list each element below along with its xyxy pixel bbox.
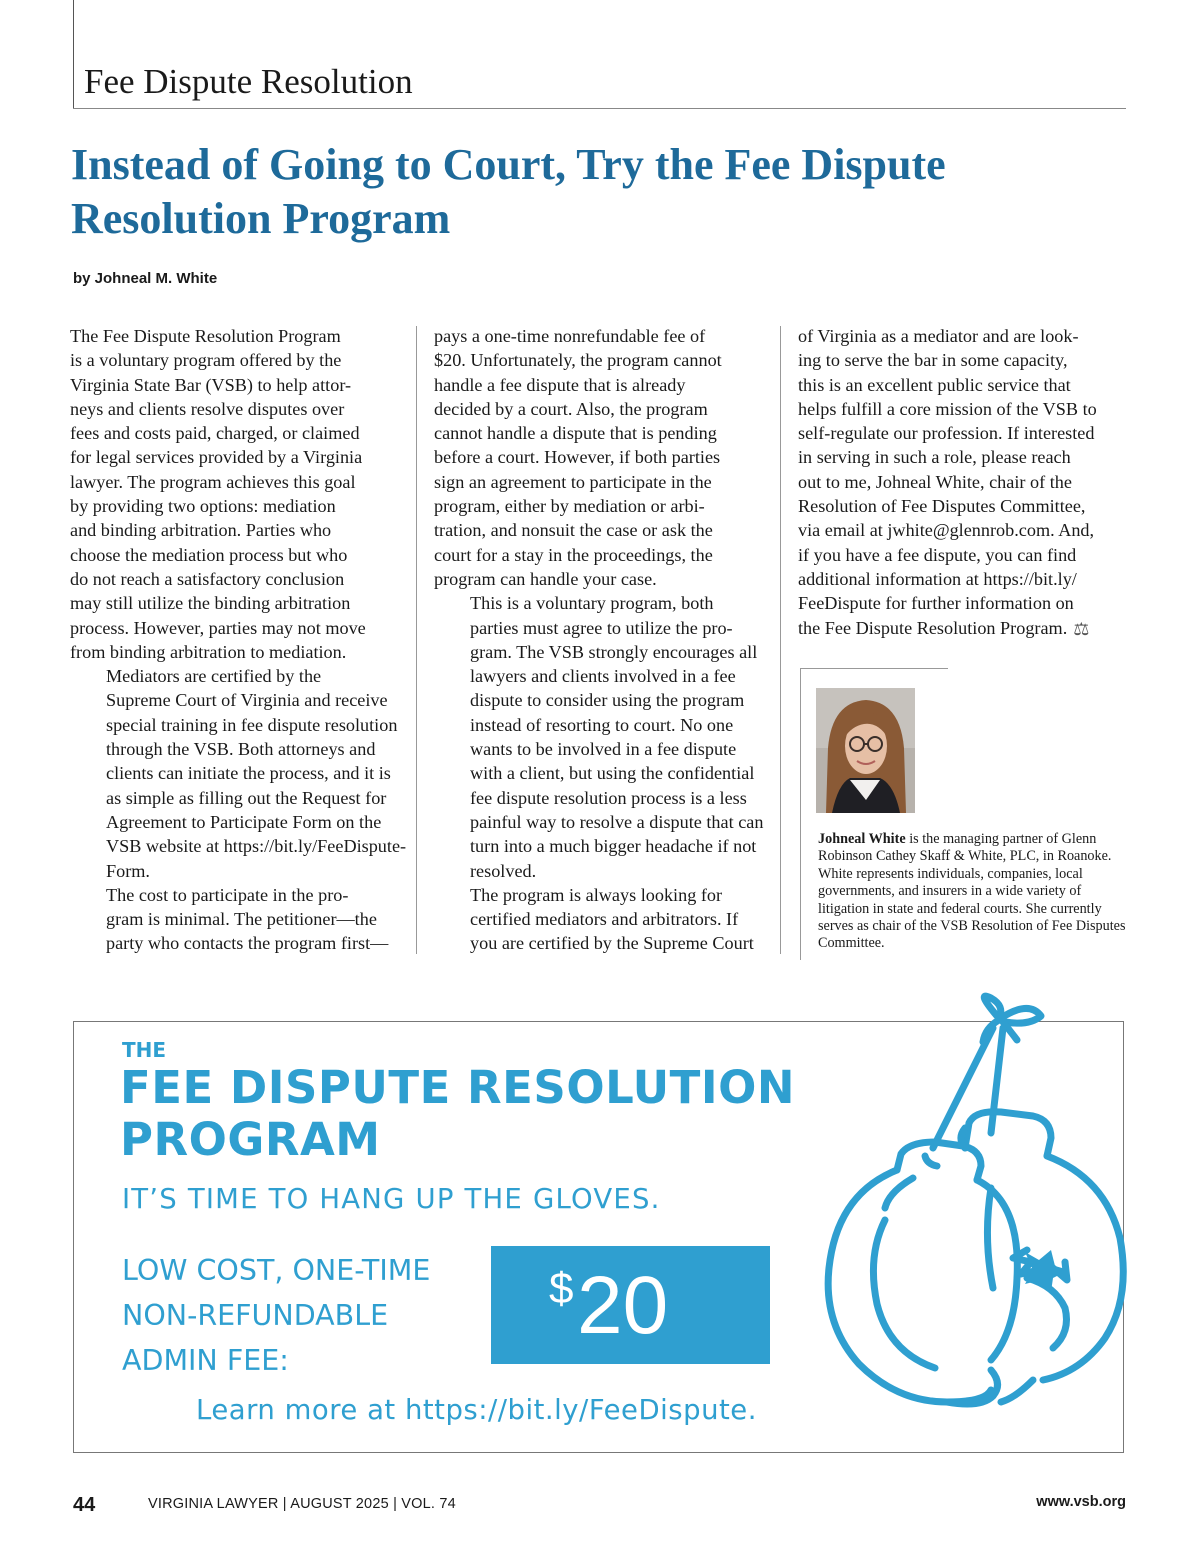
article-headline xyxy=(71,138,1071,246)
text-line: $20. Unfortunately, the program cannot xyxy=(434,350,722,371)
text-line: gram is minimal. The petitioner—the xyxy=(106,909,377,930)
text-line: FeeDispute for further information on xyxy=(798,593,1074,614)
text-line: sign an agreement to participate in the xyxy=(434,471,712,492)
text-line: fees and costs paid, charged, or claimed xyxy=(70,423,360,444)
text-line: in serving in such a role, please reach xyxy=(798,447,1071,468)
bio-rule-horizontal xyxy=(800,668,948,669)
text-line: handle a fee dispute that is already xyxy=(434,374,686,395)
text-line: out to me, Johneal White, chair of the xyxy=(798,471,1072,492)
paragraph xyxy=(70,324,400,664)
text-line: do not reach a satisfactory conclusion xyxy=(70,568,345,589)
text-line: Agreement to Participate Form on the xyxy=(106,811,382,832)
column-divider xyxy=(416,326,417,954)
text-line: helps fulfill a core mission of the VSB to xyxy=(798,398,1097,419)
price-amount: 20 xyxy=(577,1260,669,1351)
paragraph xyxy=(798,324,1128,641)
text-line: from binding arbitration to mediation. xyxy=(70,641,347,662)
text-line: parties must agree to utilize the pro- xyxy=(470,617,733,638)
ad-the: THE xyxy=(122,1038,167,1062)
text-line: This is a voluntary program, both xyxy=(470,593,714,614)
ad-title-line: FEE DISPUTE RESOLUTION xyxy=(120,1061,796,1114)
page-number: 44 xyxy=(73,1494,96,1516)
ad-fee-text xyxy=(122,1248,492,1383)
text-line: for legal services provided by a Virginia xyxy=(70,447,363,468)
text-line: pays a one-time nonrefundable fee of xyxy=(434,326,706,346)
text-line: choose the mediation process but who xyxy=(70,544,348,565)
text-line: clients can initiate the process, and it is xyxy=(106,763,391,784)
boxing-gloves-icon xyxy=(815,988,1145,1428)
text-line: certified mediators and arbitrators. If xyxy=(470,909,739,930)
text-line: lawyers and clients involved in a fee xyxy=(470,666,736,687)
text-line: court for a stay in the proceedings, the xyxy=(434,544,713,565)
text-line: lawyer. The program achieves this goal xyxy=(70,471,356,492)
text-line: this is an excellent public service that xyxy=(798,374,1071,395)
text-line: before a court. However, if both parties xyxy=(434,447,721,468)
ad-title-line: PROGRAM xyxy=(120,1113,381,1166)
headline-line: Instead of Going to Court, Try the Fee Dispute xyxy=(71,140,946,189)
text-line: Resolution of Fee Disputes Committee, xyxy=(798,496,1086,517)
column-divider xyxy=(780,326,781,954)
headline-line: Resolution Program xyxy=(71,194,451,243)
text-line: if you have a fee dispute, you can find xyxy=(798,544,1077,565)
author-bio-text: is the managing partner of Glenn Robinson Cathey Skaff & White, PLC, in Roanoke. White represents individuals, companies, local governments, and insurers in a wide variety of litigation in state and federal courts. She currently serves as chair of the VSB Resolution of Fee Disputes Committee. xyxy=(818,831,1126,952)
text-line: decided by a court. Also, the program xyxy=(434,398,708,419)
text-line: via email at jwhite@glennrob.com. And, xyxy=(798,520,1095,541)
text-line: The program is always looking for xyxy=(470,884,723,905)
bio-rule-vertical xyxy=(800,668,801,960)
text-line: ADMIN FEE: xyxy=(122,1344,289,1377)
author-bio xyxy=(818,831,1128,953)
text-line: program can handle your case. xyxy=(434,568,657,589)
text-line: tration, and nonsuit the case or ask the xyxy=(434,520,713,541)
text-line: Mediators are certified by the xyxy=(106,666,322,687)
text-line: party who contacts the program first— xyxy=(106,933,389,954)
text-line: Supreme Court of Virginia and receive xyxy=(106,690,388,711)
text-line: additional information at https://bit.ly/ xyxy=(798,568,1077,589)
text-line: and binding arbitration. Parties who xyxy=(70,520,332,541)
paragraph xyxy=(434,883,764,956)
text-line: you are certified by the Supreme Court xyxy=(470,933,754,954)
text-line: ing to serve the bar in some capacity, xyxy=(798,350,1068,371)
author-photo xyxy=(816,688,915,813)
text-line: cannot handle a dispute that is pending xyxy=(434,423,717,444)
scales-of-justice-icon: ⚖ xyxy=(1073,618,1090,639)
price-currency: $ xyxy=(549,1264,574,1313)
text-line: Virginia State Bar (VSB) to help attor- xyxy=(70,374,352,395)
paragraph xyxy=(434,324,764,591)
section-rule-vertical xyxy=(73,0,74,108)
article-column-1 xyxy=(70,324,407,956)
text-line: resolved. xyxy=(470,860,537,881)
text-line: The Fee Dispute Resolution Program xyxy=(70,326,341,346)
text-line: self-regulate our profession. If interested xyxy=(798,423,1095,444)
text-line: the Fee Dispute Resolution Program. ⚖ xyxy=(798,616,1128,641)
text-line: as simple as filling out the Request for xyxy=(106,787,387,808)
text-line: VSB website at https://bit.ly/FeeDispute- xyxy=(106,836,407,857)
ad-tagline: IT’S TIME TO HANG UP THE GLOVES. xyxy=(122,1183,661,1215)
text-line: through the VSB. Both attorneys and xyxy=(106,739,376,760)
section-label: Fee Dispute Resolution xyxy=(84,62,413,101)
site-link[interactable]: www.vsb.org xyxy=(1036,1494,1126,1510)
byline: by Johneal M. White xyxy=(73,270,218,287)
text-line: with a client, but using the confidential xyxy=(470,763,755,784)
paragraph xyxy=(70,664,407,883)
ad-title xyxy=(120,1062,840,1166)
text-line: LOW COST, ONE-TIME xyxy=(122,1254,431,1287)
text-line: The cost to participate in the pro- xyxy=(106,884,349,905)
author-bio-name: Johneal White xyxy=(818,831,906,847)
text-line: Form. xyxy=(106,860,150,881)
text-line: fee dispute resolution process is a less xyxy=(470,787,747,808)
text-line: dispute to consider using the program xyxy=(470,690,745,711)
section-rule-horizontal xyxy=(73,108,1126,109)
ad-learn-more-link[interactable]: Learn more at https://bit.ly/FeeDispute. xyxy=(196,1394,757,1426)
paragraph xyxy=(434,591,764,883)
article-column-3 xyxy=(798,324,1128,641)
text-line: instead of resorting to court. No one xyxy=(470,714,734,735)
text-line: turn into a much bigger headache if not xyxy=(470,836,757,857)
journal-info: VIRGINIA LAWYER | AUGUST 2025 | VOL. 74 xyxy=(148,1496,456,1512)
text-line: special training in fee dispute resolution xyxy=(106,714,398,735)
article-column-2 xyxy=(434,324,764,956)
text-line: neys and clients resolve disputes over xyxy=(70,398,345,419)
text-line: is a voluntary program offered by the xyxy=(70,350,342,371)
text-line: may still utilize the binding arbitration xyxy=(70,593,351,614)
text-line: painful way to resolve a dispute that can xyxy=(470,811,764,832)
text-line: gram. The VSB strongly encourages all xyxy=(470,641,758,662)
paragraph xyxy=(70,883,400,956)
text-line: process. However, parties may not move xyxy=(70,617,366,638)
text-line: of Virginia as a mediator and are look- xyxy=(798,326,1079,346)
text-line: NON-REFUNDABLE xyxy=(122,1299,389,1332)
text-line: program, either by mediation or arbi- xyxy=(434,496,705,517)
text-line: wants to be involved in a fee dispute xyxy=(470,739,737,760)
text-line: by providing two options: mediation xyxy=(70,496,336,517)
price-badge xyxy=(491,1246,770,1364)
